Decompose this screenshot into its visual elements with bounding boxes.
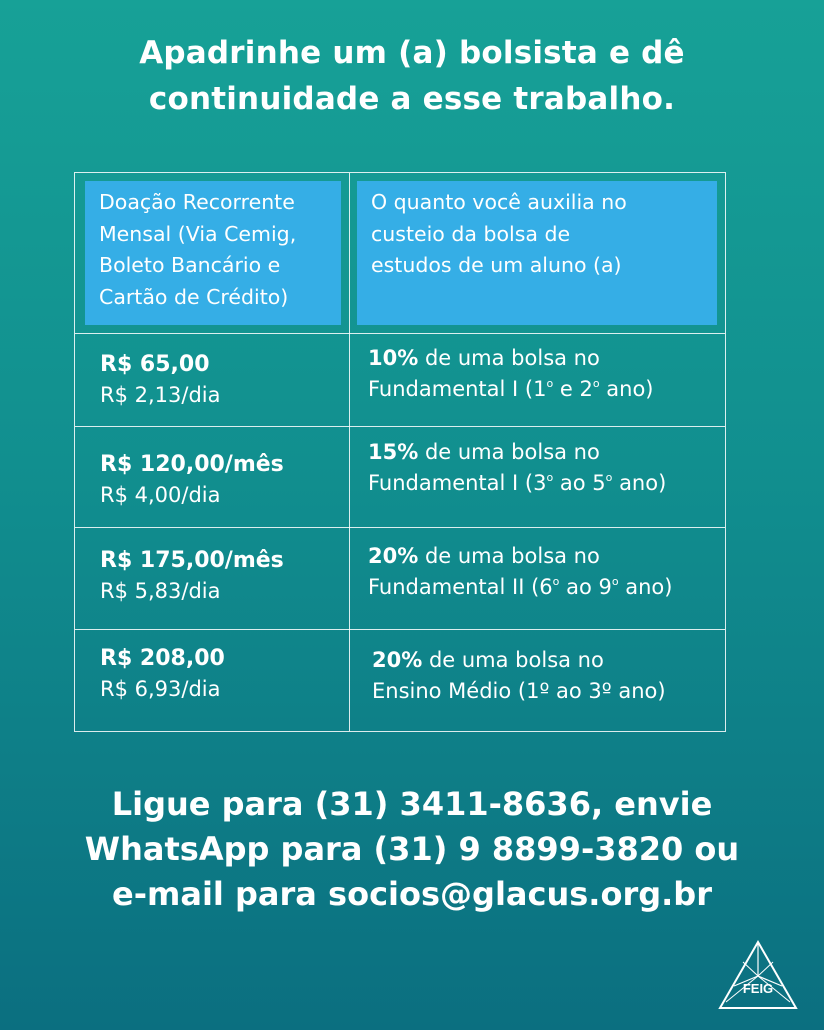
percentage: 20% (372, 648, 423, 672)
table-divider (75, 426, 725, 427)
ordinal-mark: o (552, 575, 560, 588)
header-right-line: O quanto você auxilia no (371, 190, 627, 214)
table-row-description (372, 645, 666, 707)
amount-monthly: R$ 208,00 (100, 646, 225, 671)
feig-triangle-logo-icon (718, 940, 798, 1010)
amount-monthly: R$ 120,00/mês (100, 452, 284, 477)
description-text: ano) (599, 377, 654, 401)
header-left-line: Cartão de Crédito) (99, 284, 289, 309)
table-divider (75, 333, 725, 334)
header-left-line: Boleto Bancário e (99, 253, 281, 277)
percentage: 15% (368, 440, 419, 464)
logo-text: FEIG (742, 981, 774, 996)
description-text: de uma bolsa no (422, 648, 604, 672)
description-text: de uma bolsa no (418, 346, 600, 370)
percentage: 20% (368, 544, 419, 568)
table-row-description (368, 541, 672, 603)
table-divider (75, 629, 725, 630)
description-text: de uma bolsa no (418, 544, 600, 568)
table-header-left (85, 181, 341, 325)
headline-line-2: continuidade a esse trabalho. (148, 81, 676, 117)
description-text: ano) (612, 471, 667, 495)
description-text: ao 5 (553, 471, 606, 495)
table-row-amount (100, 545, 284, 607)
amount-per-day: R$ 5,83/dia (100, 579, 221, 603)
description-text: Fundamental I (3 (368, 471, 547, 495)
table-row-description (368, 437, 666, 499)
description-text: de uma bolsa no (418, 440, 600, 464)
headline-line-1: Apadrinhe um (a) bolsista e dê (139, 35, 685, 71)
amount-monthly: R$ 65,00 (100, 352, 210, 377)
ordinal-mark: o (605, 471, 613, 484)
ordinal-mark: o (546, 377, 554, 390)
table-header-right (357, 181, 717, 325)
table-divider-vertical (349, 173, 350, 731)
header-right-line: estudos de um aluno (a) (371, 253, 622, 277)
ordinal-mark: o (592, 377, 600, 390)
amount-per-day: R$ 2,13/dia (100, 383, 221, 407)
contact-phone-line: Ligue para (31) 3411-8636, envie (111, 785, 713, 823)
percentage: 10% (368, 346, 419, 370)
table-divider (75, 527, 725, 528)
header-left-line: Mensal (Via Cemig, (99, 221, 297, 246)
table-row-amount (100, 449, 284, 511)
ordinal-mark: o (611, 575, 619, 588)
headline (0, 30, 824, 122)
amount-per-day: R$ 4,00/dia (100, 483, 221, 507)
contact-whatsapp-line: WhatsApp para (31) 9 8899-3820 ou (84, 830, 740, 868)
ordinal-mark: o (546, 471, 554, 484)
table-row-amount (100, 643, 225, 705)
description-text: ao 9 (559, 575, 612, 599)
donation-table (74, 172, 726, 732)
description-text: Ensino Médio (1º ao 3º ano) (372, 679, 666, 703)
description-text: Fundamental I (1 (368, 377, 547, 401)
header-right-line: custeio da bolsa de (371, 221, 571, 246)
amount-per-day: R$ 6,93/dia (100, 677, 221, 701)
table-row-description (368, 343, 654, 405)
contact-email-line: e-mail para socios@glacus.org.br (112, 875, 712, 913)
contact-footer (0, 782, 824, 917)
table-row-amount (100, 349, 221, 411)
description-text: e 2 (553, 377, 593, 401)
description-text: ano) (618, 575, 673, 599)
amount-monthly: R$ 175,00/mês (100, 548, 284, 573)
description-text: Fundamental II (6 (368, 575, 553, 599)
header-left-line: Doação Recorrente (99, 190, 295, 214)
